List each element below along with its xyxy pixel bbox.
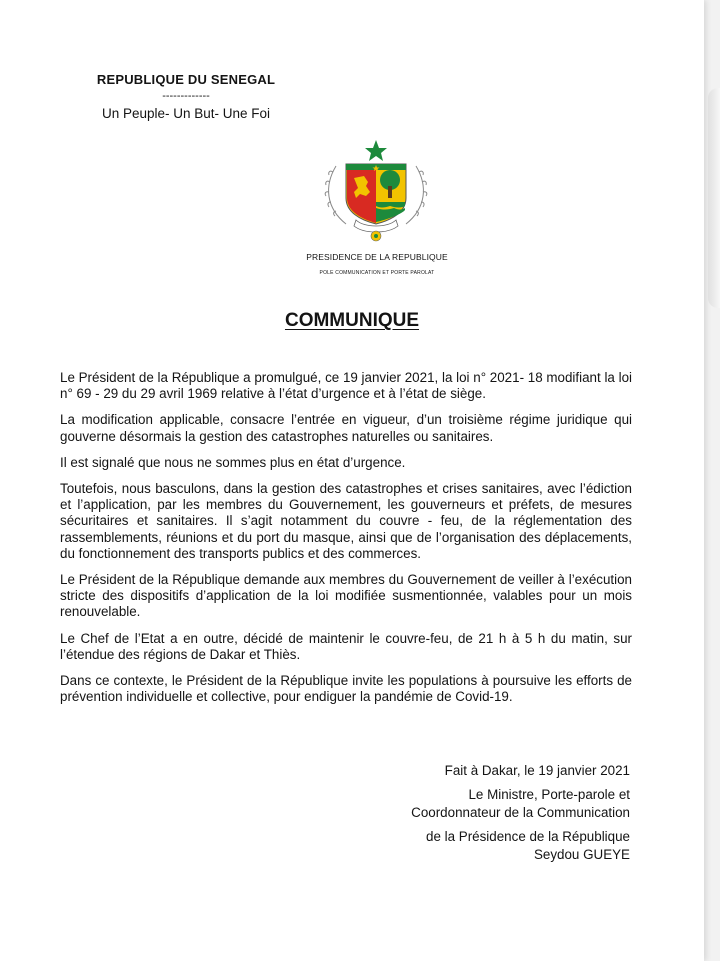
paragraph: La modification applicable, consacre l’entrée en vigueur, d’un troisième régime juridique qui gouverne désormais la gestion des catastrophes naturelles ou sanitaires. — [60, 412, 632, 444]
signatory-title-line1: Le Ministre, Porte-parole et — [468, 787, 630, 802]
header-separator: ------------- — [162, 90, 210, 102]
signatory-name: Seydou GUEYE — [533, 847, 630, 862]
communique-body — [60, 370, 632, 715]
republic-name: REPUBLIQUE DU SENEGAL — [96, 72, 276, 87]
presidency-label: PRESIDENCE DE LA REPUBLIQUE — [306, 252, 448, 262]
coat-of-arms-icon — [316, 136, 436, 244]
signatory-title-line2: Coordonnateur de la Communication — [411, 805, 630, 820]
pole-label: POLE COMMUNICATION ET PORTE PAROLAT — [319, 270, 435, 276]
paragraph: Il est signalé que nous ne sommes plus en état d’urgence. — [60, 454, 406, 470]
signature-block — [330, 762, 630, 864]
paragraph: Le Chef de l’Etat a en outre, décidé de maintenir le couvre-feu, de 21 h à 5 h du matin, sur l’étendue des régions de Dakar et Thiès. — [60, 630, 632, 662]
place-date: Fait à Dakar, le 19 janvier 2021 — [444, 763, 630, 778]
paragraph: Dans ce contexte, le Président de la République invite les populations à poursuive les efforts de prévention individuelle et collective, pour endiguer la pandémie de Covid-19. — [60, 673, 632, 705]
paragraph: Le Président de la République demande aux membres du Gouvernement de veiller à l’exécution stricte des dispositifs d’application de la loi modifiée susmentionnée, valables pour un mois renouvelable. — [60, 572, 632, 620]
next-page-edge — [708, 88, 720, 308]
national-motto: Un Peuple- Un But- Une Foi — [101, 106, 271, 121]
paragraph: Toutefois, nous basculons, dans la gestion des catastrophes et crises sanitaires, avec l’édiction et l’application, par les membres du Gouvernement, les gouverneurs et préfets, de mesures sécuritaires et sanitaires. Il s’agit notamment du couvre - feu, de la réglementation des rassemblements, réunions et du port du masque, ainsi que de l’organisation des déplacements, du fonctionnement des transports publics et des commerces. — [60, 481, 632, 561]
document-title: COMMUNIQUE — [284, 310, 420, 331]
signatory-title-line3: de la Présidence de la République — [426, 829, 630, 844]
letterhead — [62, 72, 310, 121]
paragraph: Le Président de la République a promulgué, ce 19 janvier 2021, la loi n° 2021- 18 modifiant la loi n° 69 - 29 du 29 avril 1969 relative à l’état d’urgence et à l’état de siège. — [60, 370, 632, 402]
